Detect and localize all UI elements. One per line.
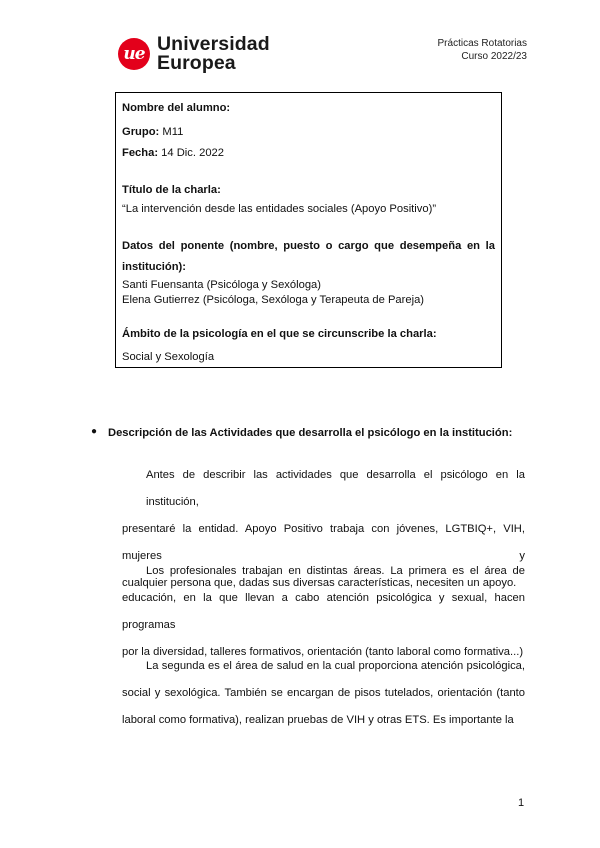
paragraph-line: cualquier persona que, dadas sus diversas características, necesiten un apoyo.: [122, 577, 517, 589]
ponente-label-line-2: institución):: [122, 261, 187, 273]
logo-text: [157, 35, 270, 73]
paragraph-line: La segunda es el área de salud en la cual proporciona atención psicológica,: [146, 660, 525, 672]
ponente-2: Elena Gutierrez (Psicóloga, Sexóloga y Terapeuta de Pareja): [122, 294, 425, 306]
fecha-label: Fecha:: [122, 147, 159, 159]
paragraph-line: presentaré la entidad. Apoyo Positivo trabaja con jóvenes, LGTBIQ+, VIH, mujeres y: [122, 523, 525, 562]
fecha-row: [122, 147, 495, 159]
bullet-icon: ●: [91, 426, 98, 437]
header-info: [438, 37, 527, 63]
ponente-1: Santi Fuensanta (Psicóloga y Sexóloga): [122, 279, 322, 291]
paragraph-2: [122, 558, 525, 666]
paragraph-line: por la diversidad, talleres formativos, orientación (tanto laboral como formativa...): [122, 646, 524, 658]
paragraph-line: Antes de describir las actividades que desarrolla el psicólogo en la institución,: [146, 469, 525, 508]
paragraph-line: educación, en la que llevan a cabo atención psicológica y sexual, hacen programas: [122, 592, 525, 631]
ponente-label-line-1: Datos del ponente (nombre, puesto o cargo que desempeña en la: [122, 240, 495, 252]
student-info-box: [115, 92, 502, 368]
nombre-row: [122, 102, 495, 114]
ambito-label-row: [122, 328, 495, 340]
ambito-label: Ámbito de la psicología en el que se circunscribe la charla:: [122, 328, 437, 340]
section-title: Descripción de las Actividades que desarrolla el psicólogo en la institución:: [108, 427, 513, 439]
grupo-value: M11: [162, 126, 184, 138]
header-course-year: Curso 2022/23: [461, 51, 527, 62]
paragraph-line: laboral como formativa), realizan pruebas de VIH y otras ETS. Es importante la: [122, 714, 514, 726]
titulo-label-row: [122, 184, 495, 196]
fecha-value: 14 Dic. 2022: [161, 147, 224, 159]
logo-mark: ue: [118, 38, 150, 70]
paragraph-3: [122, 653, 525, 734]
header-course-title: Prácticas Rotatorias: [437, 38, 527, 49]
ambito-value: Social y Sexología: [122, 351, 215, 363]
grupo-label: Grupo:: [122, 126, 160, 138]
paragraph-line: Los profesionales trabajan en distintas áreas. La primera es el área de: [146, 565, 525, 577]
university-logo: [118, 35, 270, 73]
paragraph-line: social y sexológica. También se encargan de pisos tutelados, orientación (tanto: [122, 687, 525, 699]
logo-line-2: Europea: [157, 52, 236, 74]
grupo-row: [122, 126, 495, 138]
titulo-value: “La intervención desde las entidades sociales (Apoyo Positivo)”: [122, 203, 437, 215]
logo-line-1: Universidad: [157, 33, 270, 55]
nombre-label: Nombre del alumno:: [122, 102, 231, 114]
titulo-label: Título de la charla:: [122, 184, 221, 196]
page-number: 1: [518, 797, 525, 809]
